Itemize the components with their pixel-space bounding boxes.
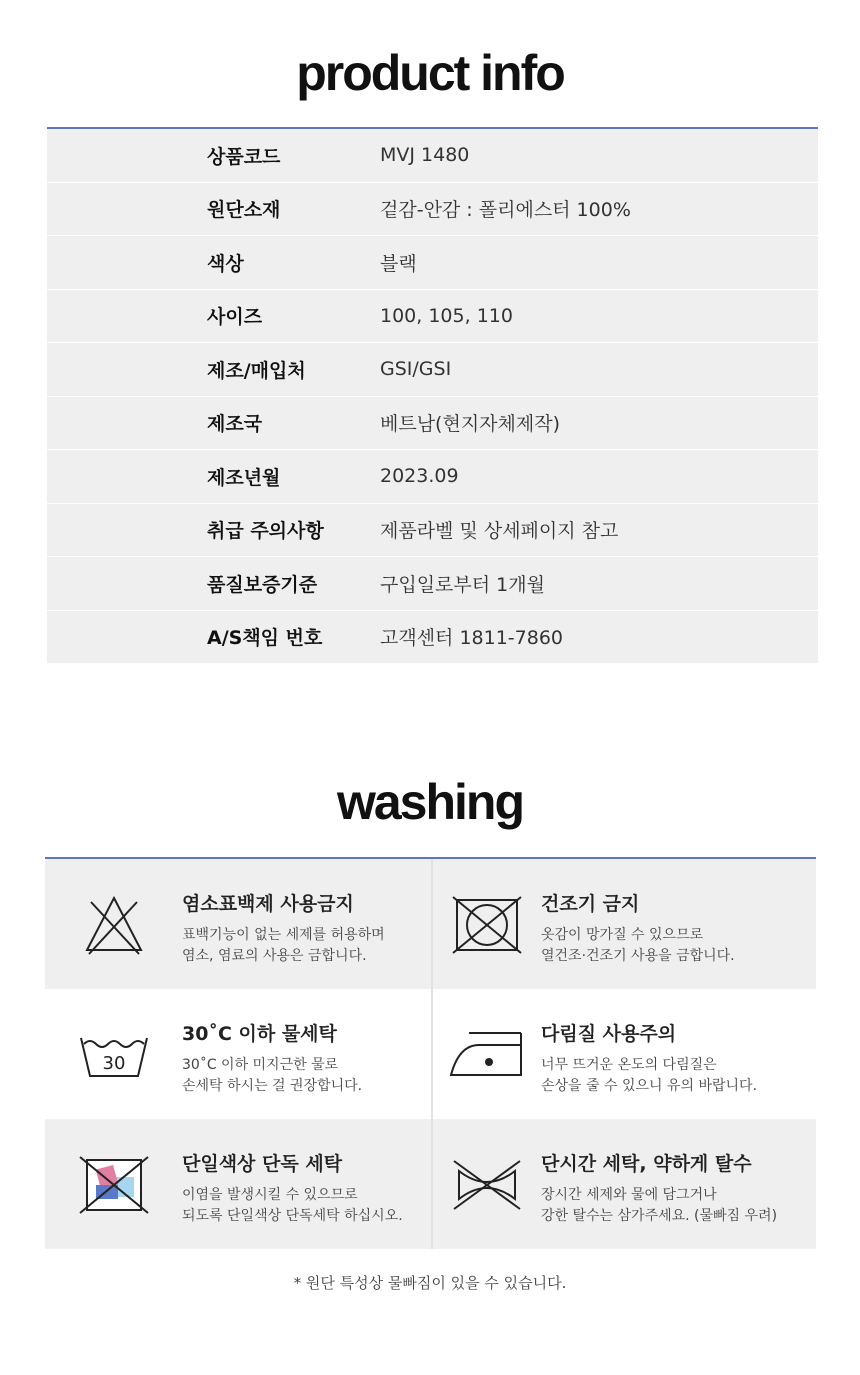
row-key: 상품코드 <box>207 145 281 168</box>
washing-title: washing <box>336 774 524 830</box>
table-row <box>47 129 818 183</box>
table-row <box>47 557 818 611</box>
row-key: 취급 주의사항 <box>207 520 324 543</box>
care-title: 염소표백제 사용금지 <box>182 893 354 915</box>
row-key: 품질보증기준 <box>207 573 318 596</box>
row-value: GSI/GSI <box>380 358 452 381</box>
row-key: A/S책임 번호 <box>207 627 323 650</box>
row-key: 사이즈 <box>207 306 263 329</box>
care-desc-line1: 30˚C 이하 미지근한 물로 <box>182 1057 339 1073</box>
table-row <box>47 450 818 504</box>
table-row <box>47 290 818 344</box>
row-value: 고객센터 1811-7860 <box>380 627 564 650</box>
care-desc-line2: 염소, 염료의 사용은 금합니다. <box>182 948 367 964</box>
row-key: 제조/매입처 <box>207 359 306 382</box>
row-value: MVJ 1480 <box>380 144 470 167</box>
care-title: 단시간 세탁, 약하게 탈수 <box>541 1153 752 1175</box>
row-key: 원단소재 <box>207 199 281 222</box>
care-title: 단일색상 단독 세탁 <box>182 1153 343 1175</box>
care-desc-line1: 이염을 발생시킬 수 있으므로 <box>182 1187 358 1203</box>
row-key: 제조년월 <box>207 466 281 489</box>
care-item-no-wring <box>431 1119 816 1249</box>
row-key: 색상 <box>207 252 244 275</box>
care-desc-line1: 너무 뜨거운 온도의 다림질은 <box>541 1057 717 1073</box>
row-value: 구입일로부터 1개월 <box>380 573 545 596</box>
care-title: 30˚C 이하 물세탁 <box>182 1023 337 1045</box>
row-value: 겉감-안감 : 폴리에스터 100% <box>380 199 631 222</box>
wash-30-icon <box>45 1017 182 1092</box>
no-wring-icon <box>433 1147 541 1222</box>
product-info-table <box>47 127 818 664</box>
row-key: 제조국 <box>207 413 263 436</box>
washing-care-grid <box>45 857 816 1249</box>
care-desc-line2: 되도록 단일색상 단독세탁 하십시오. <box>182 1208 403 1224</box>
row-value: 베트남(현지자체제작) <box>380 413 561 436</box>
no-bleach-icon <box>45 887 182 962</box>
no-tumble-dry-icon <box>433 887 541 962</box>
row-value: 2023.09 <box>380 465 459 488</box>
care-desc-line2: 손상을 줄 수 있으니 유의 바랍니다. <box>541 1078 758 1094</box>
row-value: 제품라벨 및 상세페이지 참고 <box>380 520 619 543</box>
wash-temp-label: 30 <box>102 1052 125 1074</box>
care-desc-line1: 표백기능이 없는 세제를 허용하며 <box>182 927 385 943</box>
row-value: 100, 105, 110 <box>380 304 513 327</box>
row-value: 블랙 <box>380 252 417 275</box>
care-item-no-bleach <box>45 859 431 989</box>
care-desc-line2: 강한 탈수는 삼가주세요. (물빠짐 우려) <box>541 1208 778 1224</box>
iron-icon <box>433 1017 541 1092</box>
care-item-wash-30 <box>45 989 431 1119</box>
table-row <box>47 611 818 665</box>
care-title: 건조기 금지 <box>541 893 640 915</box>
table-row <box>47 504 818 558</box>
table-row <box>47 183 818 237</box>
care-title: 다림질 사용주의 <box>541 1023 677 1045</box>
care-desc-line2: 열건조·건조기 사용을 금합니다. <box>541 948 735 964</box>
care-item-wash-separately <box>45 1119 431 1249</box>
care-desc-line1: 옷감이 망가질 수 있으므로 <box>541 927 704 943</box>
product-info-title: product info <box>296 45 564 101</box>
care-desc-line2: 손세탁 하시는 걸 권장합니다. <box>182 1078 363 1094</box>
table-row <box>47 343 818 397</box>
wash-separately-icon <box>45 1147 182 1222</box>
table-row <box>47 236 818 290</box>
care-desc-line1: 장시간 세제와 물에 담그거나 <box>541 1187 717 1203</box>
care-item-no-tumble-dry <box>431 859 816 989</box>
table-row <box>47 397 818 451</box>
fabric-notice: * 원단 특성상 물빠짐이 있을 수 있습니다. <box>293 1274 567 1292</box>
care-item-iron <box>431 989 816 1119</box>
